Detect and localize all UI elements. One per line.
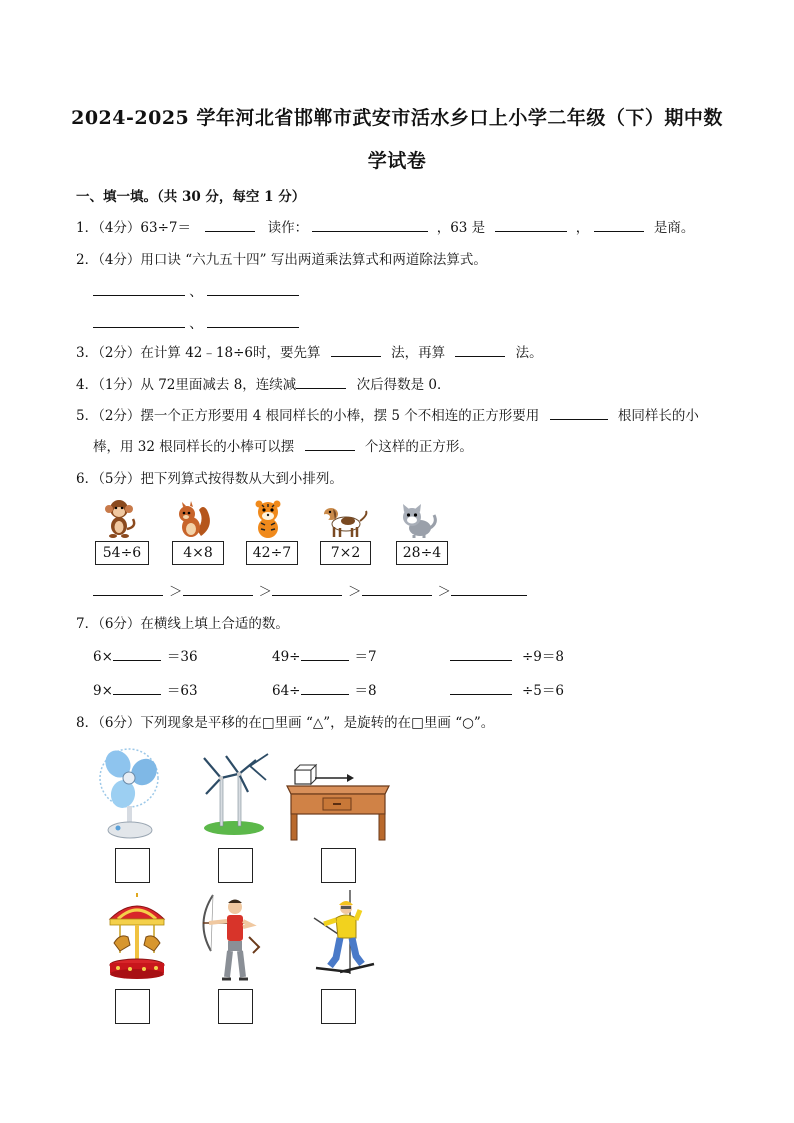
q1-suffix: 是商。 (653, 220, 695, 236)
carousel-icon (106, 893, 168, 979)
q7-r1-c1-blank[interactable] (113, 646, 161, 661)
fan-icon (98, 742, 162, 840)
q7-r1-c3-blank[interactable] (450, 646, 512, 661)
skier-icon (310, 890, 376, 982)
q7-r1-c2-a: 49÷ (272, 649, 301, 665)
tiger-icon (249, 499, 287, 539)
question-5 (76, 404, 699, 424)
q1-blank-name[interactable] (495, 217, 567, 232)
q7-r2-c2-b: ＝8 (354, 683, 377, 699)
q5-middle: 根同样长的小 (617, 408, 699, 424)
q6-gt-4: ＞ (437, 584, 451, 600)
q4-suffix: 次后得数是 0． (356, 377, 451, 393)
q2-row-1 (93, 280, 299, 300)
q6-blank-5[interactable] (451, 581, 527, 596)
squirrel-icon (173, 500, 213, 540)
q2-blank-1[interactable] (93, 281, 185, 296)
section-heading: 一、填一填。（共 30 分，每空 1 分） (76, 189, 306, 205)
monkey-icon (99, 497, 139, 539)
q7-r2-c2 (272, 679, 377, 699)
q3-blank-1[interactable] (331, 342, 381, 357)
q1-63-label: ，63 是 (436, 220, 486, 236)
q6-gt-3: ＞ (348, 584, 362, 600)
q3-suffix: 法。 (515, 345, 543, 361)
q7-r1-c2-blank[interactable] (301, 646, 349, 661)
q6-ordering-row (93, 580, 527, 600)
archer-icon (197, 893, 263, 985)
q6-blank-2[interactable] (183, 581, 253, 596)
q8-answer-box-3[interactable] (321, 848, 356, 883)
q7-r2-c2-blank[interactable] (301, 680, 349, 695)
q5-cont-prefix: 棒，用 32 根同样长的小棒可以摆 (93, 439, 295, 455)
desk-drawer-icon (285, 768, 391, 842)
q7-r1-c1-b: ＝36 (166, 649, 198, 665)
q7-r1-c1 (93, 645, 198, 665)
expression-box-1: 54÷6 (95, 541, 149, 565)
question-1 (76, 216, 694, 236)
q2-blank-3[interactable] (93, 313, 185, 328)
q5-blank-2[interactable] (305, 436, 355, 451)
q6-gt-1: ＞ (169, 584, 183, 600)
q6-blank-1[interactable] (93, 581, 163, 596)
q5-prefix: 5．（2分）摆一个正方形要用 4 根同样长的小棒，摆 5 个不相连的正方形要用 (76, 408, 540, 424)
q8-answer-box-1[interactable] (115, 848, 150, 883)
q8-answer-box-5[interactable] (218, 989, 253, 1024)
q7-r2-c3 (450, 679, 564, 699)
expression-box-5: 28÷4 (396, 541, 448, 565)
q2-sep-1: 、 (189, 284, 203, 300)
q6-blank-4[interactable] (362, 581, 432, 596)
cat-icon (398, 501, 438, 539)
q6-blank-3[interactable] (272, 581, 342, 596)
q3-prefix: 3．（2分）在计算 42﹣18÷6时，要先算 (76, 345, 321, 361)
q3-blank-2[interactable] (455, 342, 505, 357)
q3-middle: 法，再算 (391, 345, 446, 361)
q2-blank-4[interactable] (207, 313, 299, 328)
q7-r1-c3-b: ÷9＝8 (522, 649, 564, 665)
q2-blank-2[interactable] (207, 281, 299, 296)
wind-turbine-icon (198, 754, 270, 836)
q7-r2-c1-a: 9× (93, 683, 113, 699)
expression-box-3: 42÷7 (246, 541, 298, 565)
expression-box-2: 4×8 (172, 541, 224, 565)
dog-icon (320, 503, 370, 539)
expression-box-4: 7×2 (320, 541, 371, 565)
q8-answer-box-2[interactable] (218, 848, 253, 883)
q7-r2-c1-b: ＝63 (166, 683, 198, 699)
question-3 (76, 341, 543, 361)
q5-blank-1[interactable] (550, 405, 608, 420)
q8-answer-box-6[interactable] (321, 989, 356, 1024)
q7-r2-c1 (93, 679, 198, 699)
q7-r1-c2 (272, 645, 377, 665)
question-6: 6．（5分）把下列算式按得数从大到小排列。 (76, 471, 343, 487)
q4-prefix: 4．（1分）从 72里面减去 8，连续减 (76, 377, 297, 393)
question-8: 8．（6分）下列现象是平移的在□里画 “△”，是旋转的在□里画 “○”。 (76, 715, 495, 731)
q7-r2-c3-b: ÷5＝6 (522, 683, 564, 699)
question-2: 2．（4分）用口诀 “六九五十四” 写出两道乘法算式和两道除法算式。 (76, 252, 487, 268)
q7-r1-c2-b: ＝7 (354, 649, 377, 665)
q1-comma: ， (575, 220, 590, 236)
q7-r2-c3-blank[interactable] (450, 680, 512, 695)
page-title-line2: 学试卷 (367, 150, 427, 172)
q2-sep-2: 、 (189, 316, 203, 332)
q1-prefix: 1．（4分）63÷7＝ (76, 220, 192, 236)
q2-row-2 (93, 312, 299, 332)
question-7: 7．（6分）在横线上填上合适的数。 (76, 616, 289, 632)
q1-blank-quotient[interactable] (594, 217, 644, 232)
question-5-cont (93, 435, 473, 455)
q5-suffix: 个这样的正方形。 (364, 439, 473, 455)
question-4 (76, 373, 450, 393)
q1-blank-result[interactable] (205, 217, 255, 232)
q1-blank-reading[interactable] (312, 217, 428, 232)
q8-answer-box-4[interactable] (115, 989, 150, 1024)
q6-gt-2: ＞ (258, 584, 272, 600)
q7-r2-c1-blank[interactable] (113, 680, 161, 695)
q4-blank[interactable] (296, 374, 346, 389)
q1-read-label: 读作： (267, 220, 309, 236)
q7-r2-c2-a: 64÷ (272, 683, 301, 699)
q7-r1-c1-a: 6× (93, 649, 113, 665)
q7-r1-c3 (450, 645, 564, 665)
page-title: 2024-2025 学年河北省邯郸市武安市活水乡口上小学二年级（下）期中数 (71, 107, 723, 129)
